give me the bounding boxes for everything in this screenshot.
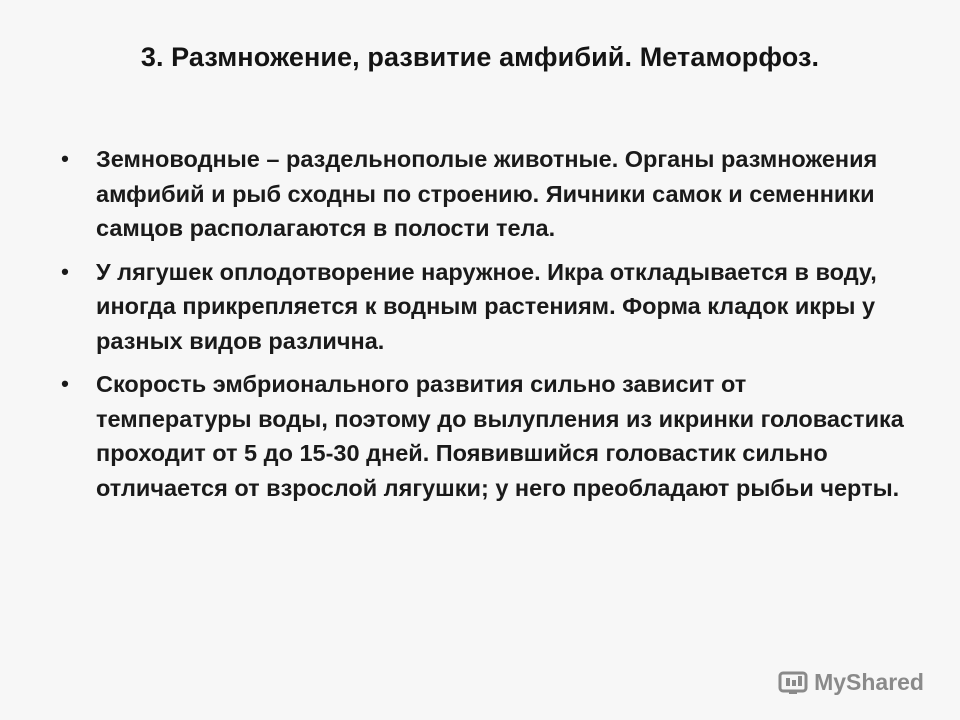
myshared-logo-icon (778, 670, 808, 696)
slide-title: 3. Размножение, развитие амфибий. Метаморфоз. (140, 42, 820, 72)
bullet-text: У лягушек оплодотворение наружное. Икра откладывается в воду, иногда прикрепляется к водным растениям. Форма кладок икры у разных видов различна. (96, 258, 877, 354)
bullet-text: Земноводные – раздельнополые животные. Органы размножения амфибий и рыб сходны по строению. Яичники самок и семенники самцов располагаются в полости тела. (96, 146, 878, 241)
watermark[interactable] (778, 669, 924, 696)
bullet-item (58, 255, 908, 359)
bullet-dot: • (61, 146, 69, 171)
bullet-dot: • (61, 258, 69, 284)
bullet-dot: • (61, 371, 69, 396)
bullet-list (58, 142, 908, 514)
bullet-text: Скорость эмбрионального развития сильно зависит от температуры воды, поэтому до вылупления из икринки головастика проходит от 5 до 15-30 дней. Появившийся головастик сильно отличается от взрослой лягушки; у него преобладают рыбьи черты. (96, 371, 904, 501)
watermark-text: MyShared (814, 669, 924, 695)
bullet-item (58, 142, 908, 246)
bullet-item (58, 367, 908, 505)
